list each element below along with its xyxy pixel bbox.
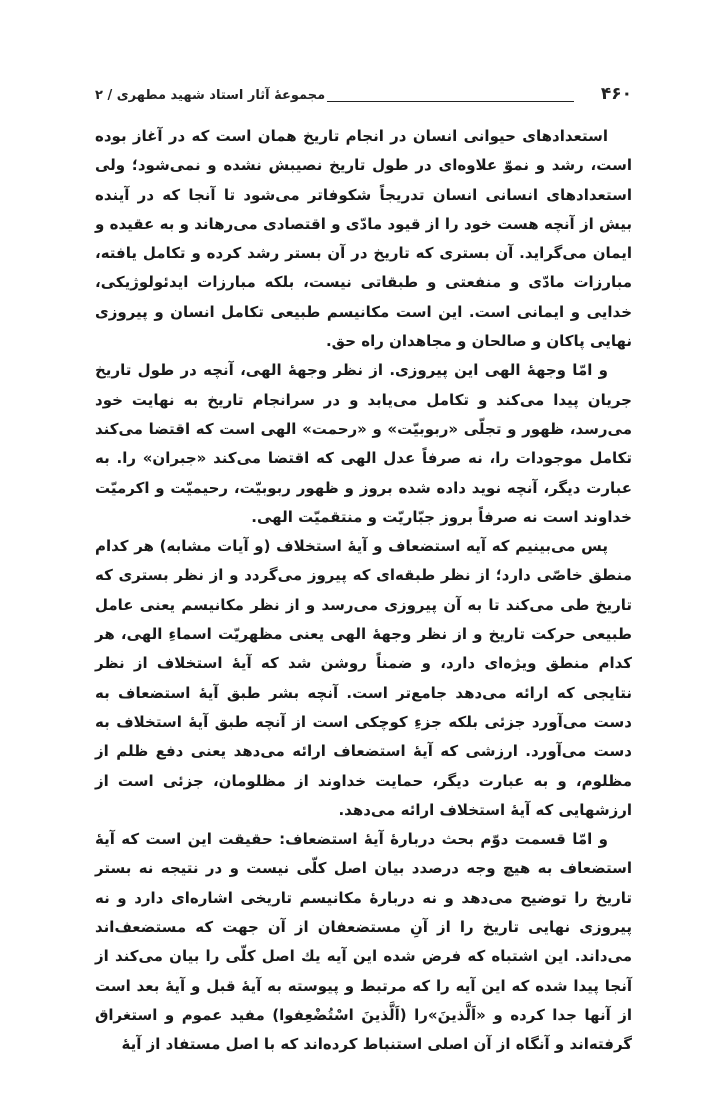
- running-header: [95, 82, 632, 112]
- page-number: ۴۶۰: [600, 84, 632, 104]
- paragraph: و امّا قسمت دوّم بحث دربارهٔ آیهٔ استضعاف: حقیقت این است که آیهٔ استضعاف به هیچ وجه درصدد بیان اصل کلّی نیست و در نتیجه نه بستر تاریخ را توضیح می‌دهد و نه دربارهٔ مکانیسم تاریخی اشاره‌ای دارد و نه پیروزی نهایی تاریخ را از آنِ مستضعفان از آن جهت که مستضعف‌اند می‌داند. این اشتباه که فرض شده این آیه یك اصل کلّی را بیان می‌کند از آنجا پیدا شده که این آیه را که مرتبط و پیوسته به آیهٔ قبل و آیهٔ بعد است از آنها جدا کرده و «اَلَّذینَ»را (اَلَّذینَ اسْتُضْعِفوا) مفید عموم و استغراق گرفته‌اند و آنگاه از آن اصلی استنباط کرده‌اند که با اصل مستفاد از آیهٔ: [95, 830, 632, 1054]
- header-rule: [327, 101, 574, 102]
- paragraph: و امّا وجههٔ الهی این پیروزی. از نظر وجههٔ الهی، آنچه در طول تاریخ جریان پیدا می‌کند و تکامل می‌یابد و در سرانجام تاریخ به نهایت خود می‌رسد، ظهور و تجلّی «ربوبیّت» و «رحمت» الهی است که اقتضا می‌کند تکامل موجودات را، نه صرفاً عدل الهی که اقتضا می‌کند «جبران» را. به عبارت دیگر، آنچه نوید داده شده بروز و ظهور ربوبیّت، رحیمیّت و اکرمیّت خداوند است نه صرفاً بروز جبّاریّت و منتقمیّت الهی.: [95, 361, 632, 526]
- body-text: [95, 122, 632, 1060]
- paragraph: پس می‌بینیم که آیه استضعاف و آیهٔ استخلاف (و آیات مشابه) هر کدام منطق خاصّی دارد؛ از نظر طبقه‌ای که پیروز می‌گردد و از نظر بستری که تاریخ طی می‌کند تا به آن پیروزی می‌رسد و از نظر مکانیسم یعنی عامل طبیعی حرکت تاریخ و از نظر وجههٔ الهی یعنی مظهریّت اسماءِ الهی، هر کدام منطق ویژه‌ای دارد، و ضمناً روشن شد که آیهٔ استخلاف از نظر نتایجی که ارائه می‌دهد جامع‌تر است. آنچه بشر طبق آیهٔ استضعاف به دست می‌آورد جزئی بلکه جزءِ کوچکی است از آنچه طبق آیهٔ استخلاف به دست می‌آورد. ارزشی که آیهٔ استضعاف ارائه می‌دهد یعنی دفع ظلم از مظلوم، و به عبارت دیگر، حمایت خداوند از مظلومان، جزئی است از ارزشهایی که آیهٔ استخلاف ارائه می‌دهد.: [95, 537, 632, 819]
- paragraph: استعدادهای حیوانی انسان در انجام تاریخ همان است که در آغاز بوده است، رشد و نموّ علاوه‌ای در طول تاریخ نصیبش نشده و نمی‌شود؛ ولی استعدادهای انسانی انسان تدریجاً شکوفاتر می‌شود تا آنجا که در آینده بیش از آنچه هست خود را از قیود مادّی و اقتصادی می‌رهاند و به عقیده و ایمان می‌گراید. آن بستری که تاریخ در آن بستر رشد کرده و تکامل یافته، مبارزات مادّی و منفعتی و طبقاتی نیست، بلکه مبارزات ایدئولوژیکی، خدایی و ایمانی است. این است مکانیسم طبیعی تکامل انسان و پیروزی نهایی پاکان و صالحان و مجاهدان راه حق.: [95, 127, 632, 351]
- running-title: مجموعهٔ آثار استاد شهید مطهری / ۲: [95, 88, 326, 103]
